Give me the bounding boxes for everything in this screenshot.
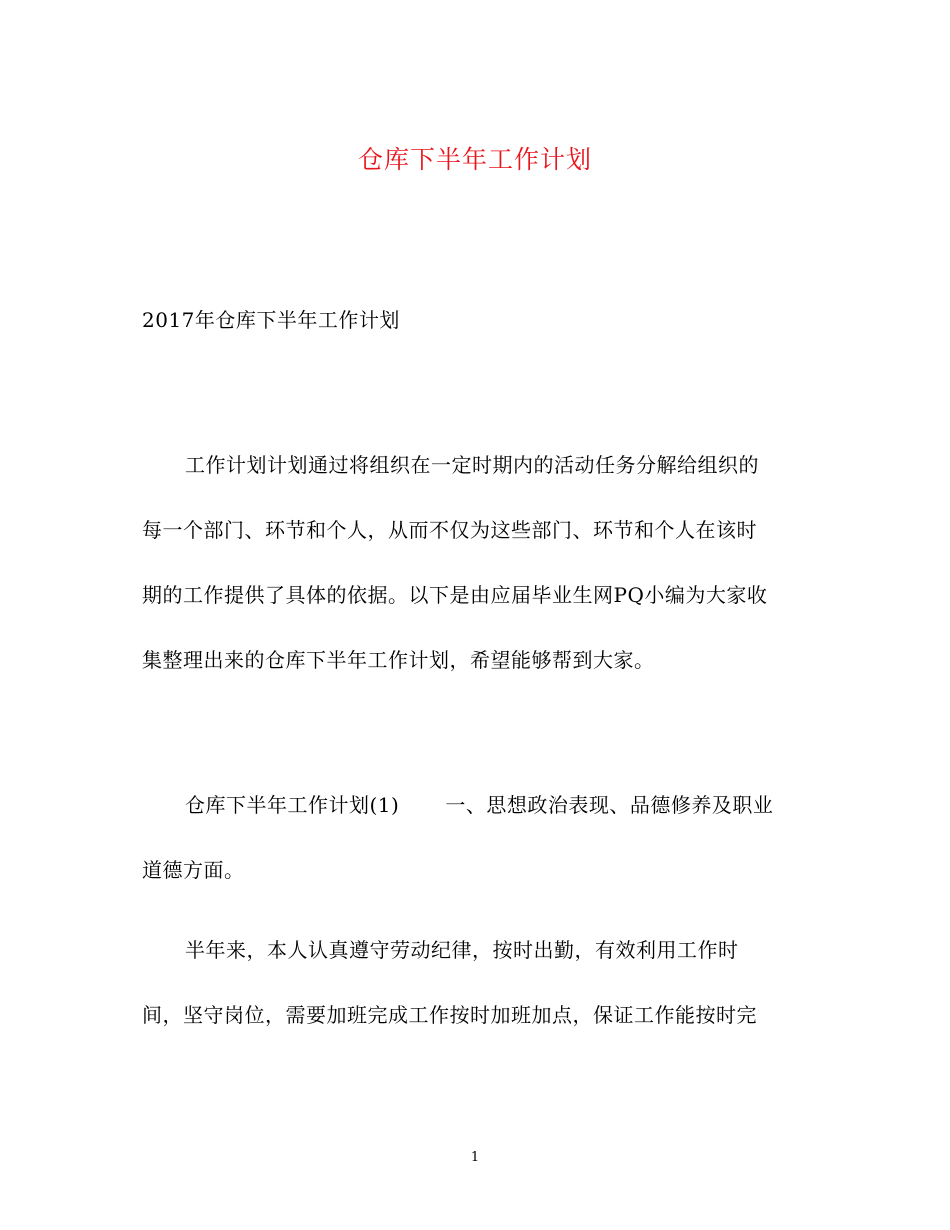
intro-line-2: 每一个部门、环节和个人，从而不仅为这些部门、环节和个人在该时 (142, 518, 757, 542)
intro-line-1: 工作计划计划通过将组织在一定时期内的活动任务分解给组织的 (185, 453, 759, 477)
body-line-1: 半年来，本人认真遵守劳动纪律，按时出勤，有效利用工作时 (185, 938, 739, 962)
intro-line-3: 期的工作提供了具体的依据。以下是由应届毕业生网PQ小编为大家收 (142, 583, 768, 607)
body-line-2: 间，坚守岗位，需要加班完成工作按时加班加点，保证工作能按时完 (142, 1003, 757, 1027)
section1-item-continuation: 道德方面。 (142, 858, 245, 882)
intro-line-4: 集整理出来的仓库下半年工作计划，希望能够帮到大家。 (142, 648, 655, 672)
page-number: 1 (470, 1150, 480, 1165)
section1-item: 一、思想政治表现、品德修养及职业 (445, 793, 774, 817)
document-subtitle: 2017年仓库下半年工作计划 (142, 308, 400, 332)
document-title: 仓库下半年工作计划 (357, 145, 592, 174)
section1-heading: 仓库下半年工作计划(1) (185, 793, 400, 817)
section1-heading-line (185, 792, 851, 818)
